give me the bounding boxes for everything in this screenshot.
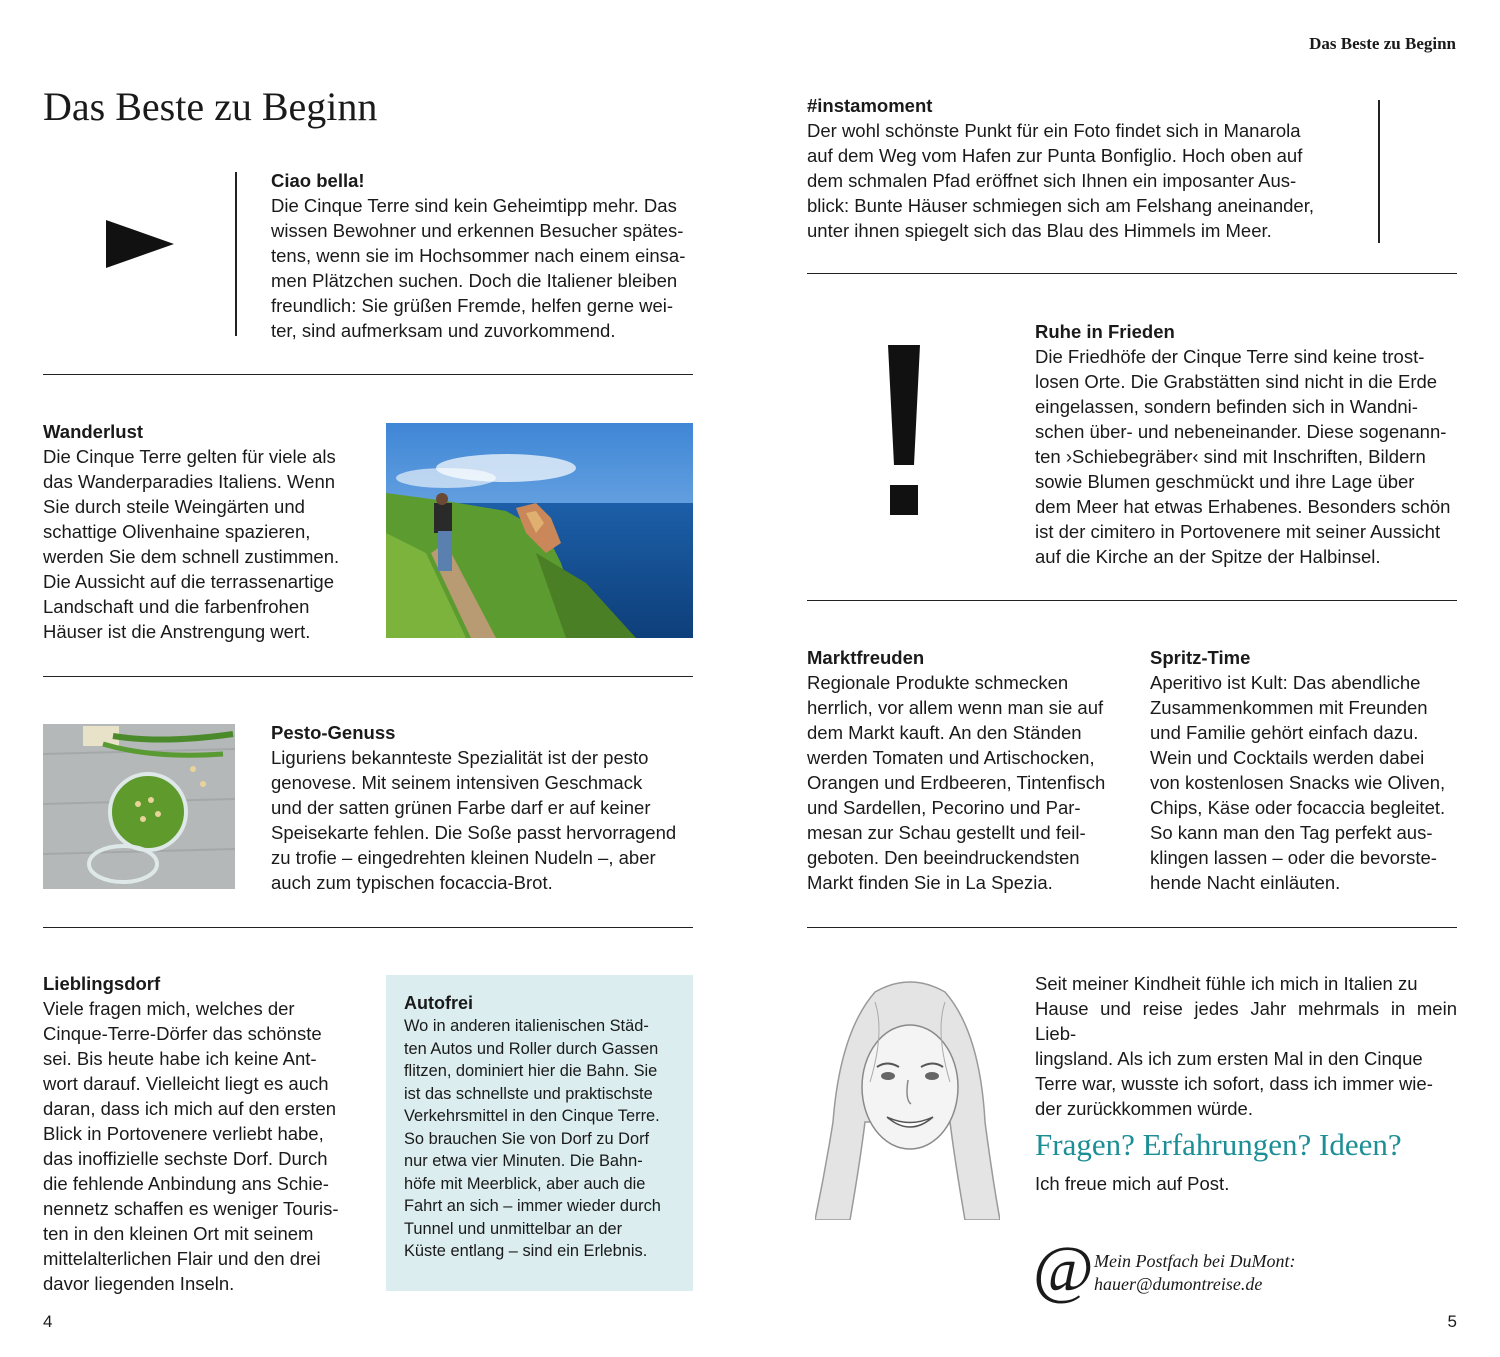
section-marktfreuden: [807, 645, 1114, 895]
text-line: Die Aussicht auf die terrassenartige: [43, 571, 335, 592]
text-line: ter, sind aufmerksam und zuvorkommend.: [271, 320, 616, 341]
text-line: dem schmalen Pfad eröffnet sich Ihnen ein imposanter Aus-: [807, 170, 1297, 191]
text-line: und der satten grünen Farbe darf er auf keiner: [271, 797, 651, 818]
text-line: Die Friedhöfe der Cinque Terre sind keine trost-: [1035, 346, 1425, 367]
text-line: nennetz schaffen es weniger Touris-: [43, 1198, 339, 1219]
section-body: [43, 444, 350, 644]
text-line: ten ›Schiebegräber‹ sind mit Inschriften, Bildern: [1035, 446, 1426, 467]
hiking-coast-photo: [386, 423, 693, 638]
mailbox-label: Mein Postfach bei DuMont:: [1094, 1251, 1296, 1271]
text-line: ten in den kleinen Ort mit seinem: [43, 1223, 314, 1244]
text-line: genovese. Mit seinem intensiven Geschmack: [271, 772, 643, 793]
text-line: flitzen, dominiert hier die Bahn. Sie: [404, 1062, 658, 1080]
text-line: von kostenlosen Snacks wie Oliven,: [1150, 772, 1446, 793]
section-heading: Ciao bella!: [271, 170, 365, 191]
text-line: Wein und Cocktails werden dabei: [1150, 747, 1425, 768]
text-line: Cinque-Terre-Dörfer das schönste: [43, 1023, 322, 1044]
author-intro: [1035, 971, 1457, 1121]
text-line: Die Cinque Terre gelten für viele als: [43, 446, 336, 467]
text-line: klingen lassen – oder die bevorste-: [1150, 847, 1437, 868]
section-body: [1150, 670, 1457, 895]
author-portrait: [815, 972, 1000, 1220]
text-line: eingelassen, sondern befinden sich in Wandni-: [1035, 396, 1418, 417]
play-triangle-icon: [106, 220, 174, 275]
text-line: unter ihnen spiegelt sich das Blau des Himmels im Meer.: [807, 220, 1272, 241]
text-line: auch zum typischen focaccia-Brot.: [271, 872, 553, 893]
text-line: davor liegenden Inseln.: [43, 1273, 235, 1294]
text-line: Küste entlang – sind ein Erlebnis.: [404, 1242, 648, 1260]
section-body: [807, 670, 1114, 895]
section-divider: [807, 600, 1457, 601]
section-wanderlust: [43, 419, 350, 644]
section-lieblingsdorf: [43, 971, 350, 1296]
text-line: Seit meiner Kindheit fühle ich mich in Italien zu: [1035, 973, 1418, 994]
text-line: wissen Bewohner und erkennen Besucher spätes-: [271, 220, 684, 241]
section-spritz-time: [1150, 645, 1457, 895]
text-line: werden Sie dem schnell zustimmen.: [43, 546, 340, 567]
section-body: [404, 1015, 675, 1263]
text-line: das Wanderparadies Italiens. Wenn: [43, 471, 336, 492]
section-divider: [43, 927, 693, 928]
text-line: höfe mit Meerblick, aber auch die: [404, 1174, 646, 1193]
section-body: [271, 193, 693, 343]
section-divider: [43, 374, 693, 375]
text-line: Orangen und Erdbeeren, Tintenfisch: [807, 772, 1106, 793]
text-line: auf die Kirche an der Spitze der Halbinsel.: [1035, 546, 1381, 567]
text-line: Der wohl schönste Punkt für ein Foto findet sich in Manarola: [807, 120, 1301, 141]
section-divider: [807, 273, 1457, 274]
text-line: mesan zur Schau gestellt und feil-: [807, 822, 1086, 843]
exclamation-icon: [884, 345, 924, 522]
text-line: Landschaft und die farbenfrohen: [43, 596, 310, 617]
text-line: Markt finden Sie in La Spezia.: [807, 872, 1053, 893]
page-number-left: 4: [43, 1312, 53, 1331]
text-line: ten Autos und Roller durch Gassen: [404, 1039, 659, 1058]
text-line: Regionale Produkte schmecken: [807, 672, 1069, 693]
text-line: die fehlende Anbindung ans Schie-: [43, 1173, 329, 1194]
autofrei-infobox: [386, 975, 693, 1291]
text-line: Verkehrsmittel in den Cinque Terre.: [404, 1107, 660, 1125]
section-ruhe-in-frieden: [1035, 319, 1457, 569]
text-line: Blick in Portovenere verliebt habe,: [43, 1123, 324, 1144]
text-line: Viele fragen mich, welches der: [43, 998, 295, 1019]
text-line: Terre war, wusste ich sofort, dass ich immer wie-: [1035, 1073, 1433, 1094]
section-body: [43, 996, 350, 1296]
text-line: schattige Olivenhaine spazieren,: [43, 521, 311, 542]
text-line: Chips, Käse oder focaccia begleitet.: [1150, 797, 1446, 818]
section-instamoment: [807, 93, 1343, 243]
pesto-jar-photo: [43, 724, 235, 889]
page-title: Das Beste zu Beginn: [43, 84, 378, 129]
text-line: Fahrt an sich – immer wieder durch: [404, 1197, 661, 1215]
text-line: mittelalterlichen Flair und den drei: [43, 1248, 321, 1269]
vertical-divider: [1378, 100, 1380, 243]
text-line: wort darauf. Vielleicht liegt es auch: [43, 1073, 329, 1094]
text-line: werden Tomaten und Artischocken,: [807, 747, 1095, 768]
text-line: So brauchen Sie von Dorf zu Dorf: [404, 1129, 650, 1148]
text-line: Hause und reise jedes Jahr mehrmals in mein Lieb-: [1035, 998, 1457, 1044]
section-body: [271, 745, 693, 895]
text-line: Sie durch steile Weingärten und: [43, 496, 305, 517]
section-ciao-bella: [271, 168, 693, 343]
text-line: losen Orte. Die Grabstätten sind nicht in die Erde: [1035, 371, 1438, 392]
text-line: herrlich, vor allem wenn man sie auf: [807, 697, 1104, 718]
questions-heading: Fragen? Erfahrungen? Ideen?: [1035, 1127, 1402, 1162]
text-line: blick: Bunte Häuser schmiegen sich am Felshang aneinander,: [807, 195, 1314, 216]
text-line: schen über- und nebeneinander. Diese sogenann-: [1035, 421, 1447, 442]
section-heading: #instamoment: [807, 95, 933, 116]
section-pesto-genuss: [271, 720, 693, 895]
text-line: Wo in anderen italienischen Städ-: [404, 1017, 649, 1035]
text-line: So kann man den Tag perfekt aus-: [1150, 822, 1433, 843]
page-number-right: 5: [1447, 1312, 1457, 1331]
text-line: lingsland. Als ich zum ersten Mal in den Cinque: [1035, 1048, 1423, 1069]
text-line: Speisekarte fehlen. Die Soße passt hervorragend: [271, 822, 677, 843]
running-head: Das Beste zu Beginn: [1309, 34, 1456, 53]
text-line: freundlich: Sie grüßen Fremde, helfen gerne wei-: [271, 295, 674, 316]
text-line: dem Meer hat etwas Erhabenes. Besonders schön: [1035, 496, 1451, 517]
section-divider: [43, 676, 693, 677]
text-line: daran, dass ich mich auf den ersten: [43, 1098, 337, 1119]
text-line: Tunnel und unmittelbar an der: [404, 1219, 623, 1238]
section-heading: Ruhe in Frieden: [1035, 321, 1175, 342]
text-line: und Sardellen, Pecorino und Par-: [807, 797, 1081, 818]
text-line: hende Nacht einläuten.: [1150, 872, 1341, 893]
text-line: sowie Blumen geschmückt und ihre Lage über: [1035, 471, 1415, 492]
text-line: auf dem Weg vom Hafen zur Punta Bonfiglio. Hoch oben auf: [807, 145, 1303, 166]
text-line: ist das schnellste und praktischste: [404, 1084, 653, 1103]
text-line: tens, wenn sie im Hochsommer nach einem einsa-: [271, 245, 686, 266]
text-line: und Familie gehört einfach dazu.: [1150, 722, 1419, 743]
text-line: sei. Bis heute habe ich keine Ant-: [43, 1048, 317, 1069]
section-body: [1035, 971, 1457, 1121]
section-divider: [807, 927, 1457, 928]
text-line: dem Markt kauft. An den Ständen: [807, 722, 1082, 743]
text-line: geboten. Den beeindruckendsten: [807, 847, 1080, 868]
section-heading: Autofrei: [404, 993, 473, 1013]
section-heading: Lieblingsdorf: [43, 973, 161, 994]
text-line: men Plätzchen suchen. Doch die Italiener bleiben: [271, 270, 678, 291]
text-line: Zusammenkommen mit Freunden: [1150, 697, 1428, 718]
text-line: Aperitivo ist Kult: Das abendliche: [1150, 672, 1421, 693]
section-body: [1035, 344, 1457, 569]
email-link[interactable]: hauer@dumontreise.de: [1094, 1274, 1263, 1294]
section-heading: Marktfreuden: [807, 647, 925, 668]
section-heading: Pesto-Genuss: [271, 722, 396, 743]
text-line: zu trofie – eingedrehten kleinen Nudeln –, aber: [271, 847, 656, 868]
post-note: Ich freue mich auf Post.: [1035, 1173, 1230, 1194]
text-line: Liguriens bekannteste Spezialität ist der pesto: [271, 747, 649, 768]
text-line: Die Cinque Terre sind kein Geheimtipp mehr. Das: [271, 195, 677, 216]
text-line: ist der cimitero in Portovenere mit seiner Aussicht: [1035, 521, 1441, 542]
vertical-divider: [235, 172, 237, 336]
text-line: der zurückkommen würde.: [1035, 1098, 1253, 1119]
text-line: das inoffizielle sechste Dorf. Durch: [43, 1148, 328, 1169]
section-heading: Wanderlust: [43, 421, 144, 442]
text-line: nur etwa vier Minuten. Die Bahn-: [404, 1152, 643, 1170]
at-icon: @: [1033, 1233, 1094, 1306]
section-body: [807, 118, 1343, 243]
text-line: Häuser ist die Anstrengung wert.: [43, 621, 311, 642]
section-heading: Spritz-Time: [1150, 647, 1251, 668]
